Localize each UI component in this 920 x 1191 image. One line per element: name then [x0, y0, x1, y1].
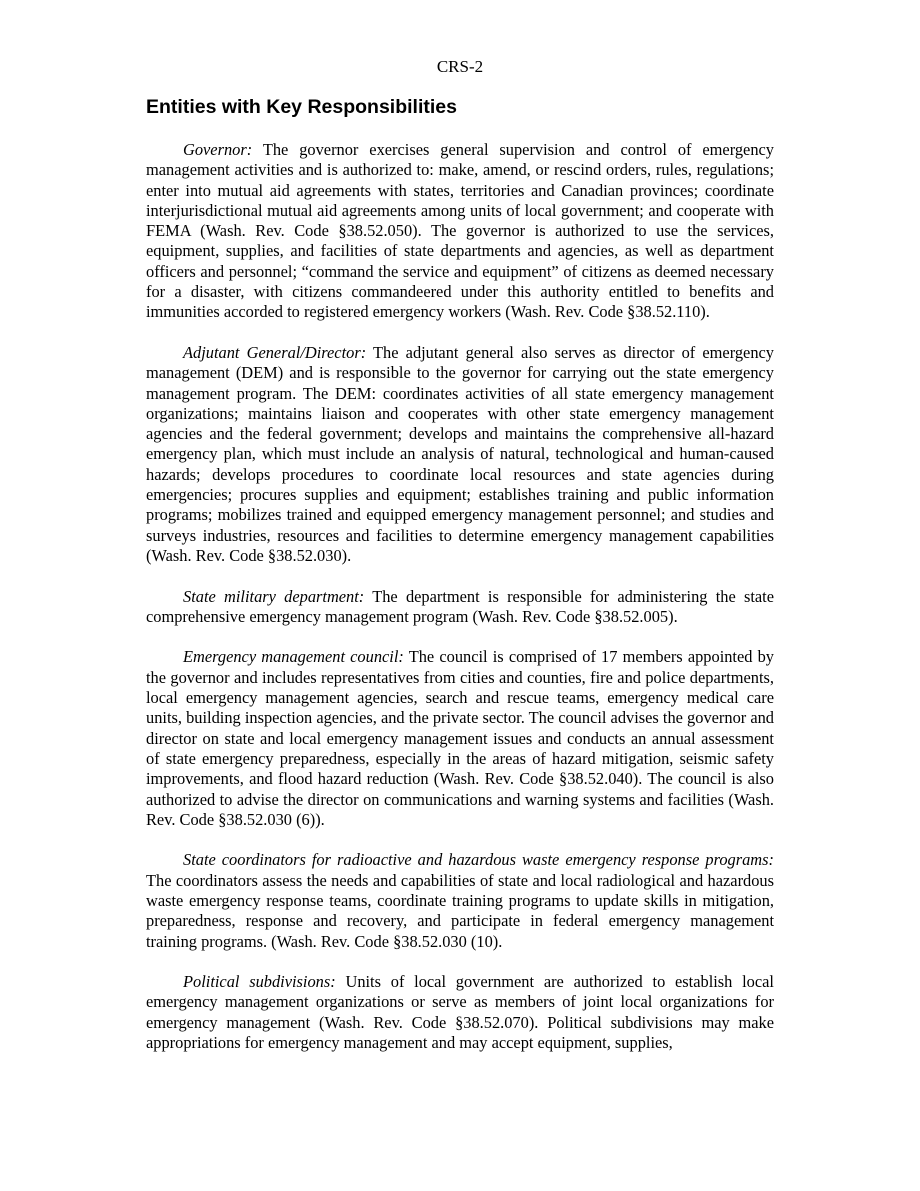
- paragraph-state-coordinators: [146, 850, 774, 951]
- paragraph-state-military-department: [146, 587, 774, 628]
- paragraph-adjutant-general: [146, 343, 774, 566]
- paragraph-term: Emergency management council:: [183, 647, 404, 667]
- paragraph-text: The council is comprised of 17 members appointed by the governor and includes representatives from cities and counties, fire and police departments, local emergency management agencies, search and rescue teams, emergency medical care units, building inspection agencies, and the private sector. The council advises the governor and director on state and local emergency management issues and conducts an annual assessment of state emergency preparedness, especially in the areas of hazard mitigation, seismic safety improvements, and flood hazard reduction (Wash. Rev. Code §38.52.040). The council is also authorized to advise the director on communications and warning systems and facilities (Wash. Rev. Code §38.52.030 (6)).: [146, 647, 775, 829]
- section-heading: Entities with Key Responsibilities: [146, 96, 457, 118]
- paragraph-text: Units of local government are authorized to establish local emergency management organizations or serve as members of joint local organizations for emergency management (Wash. Rev. Code §38.52.070). Political subdivisions may make appropriations for emergency management and may accept equipment, supplies,: [146, 972, 774, 1053]
- paragraph-political-subdivisions: [146, 972, 774, 1053]
- page-number: CRS-2: [436, 57, 484, 76]
- paragraph-emergency-management-council: [146, 647, 774, 830]
- paragraph-term: State coordinators for radioactive and hazardous waste emergency response programs:: [183, 850, 774, 870]
- paragraph-text: The adjutant general also serves as director of emergency management (DEM) and is responsible to the governor for carrying out the state emergency management program. The DEM: coordinates activities of all state emergency management organizations; maintains liaison and cooperates with other state emergency management agencies and the federal government; develops and maintains the comprehensive all-hazard emergency plan, which must include an analysis of natural, technological and human-caused hazards; develops procedures to coordinate local resources and state agencies during emergencies; procures supplies and equipment; establishes training and public information programs; mobilizes trained and equipped emergency management personnel; and studies and surveys industries, resources and facilities to determine emergency management capabilities (Wash. Rev. Code §38.52.030).: [146, 342, 774, 565]
- paragraph-term: Political subdivisions:: [183, 972, 336, 992]
- paragraph-term: State military department:: [183, 586, 365, 606]
- paragraph-text: The governor exercises general supervision and control of emergency management activities and is authorized to: make, amend, or rescind orders, rules, regulations; enter into mutual aid agreements with states, territories and Canadian provinces; coordinate interjurisdictional mutual aid agreements among units of local government; and cooperate with FEMA (Wash. Rev. Code §38.52.050). The governor is authorized to use the services, equipment, supplies, and facilities of state departments and agencies, as well as department officers and personnel; “command the service and equipment” of citizens as deemed necessary for a disaster, with citizens commandeered under this authority entitled to benefits and immunities accorded to registered emergency workers (Wash. Rev. Code §38.52.110).: [146, 140, 774, 322]
- paragraph-term: Adjutant General/Director:: [183, 342, 367, 362]
- document-body: [146, 140, 774, 1074]
- paragraph-text: The department is responsible for administering the state comprehensive emergency management program (Wash. Rev. Code §38.52.005).: [146, 586, 775, 626]
- paragraph-term: Governor:: [183, 140, 253, 159]
- paragraph-text: The coordinators assess the needs and capabilities of state and local radiological and hazardous waste emergency response teams, coordinate training programs to update skills in mitigation, preparedness, response and recovery, and participate in federal emergency management training programs. (Wash. Rev. Code §38.52.030 (10).: [146, 870, 774, 951]
- paragraph-governor: [146, 140, 774, 323]
